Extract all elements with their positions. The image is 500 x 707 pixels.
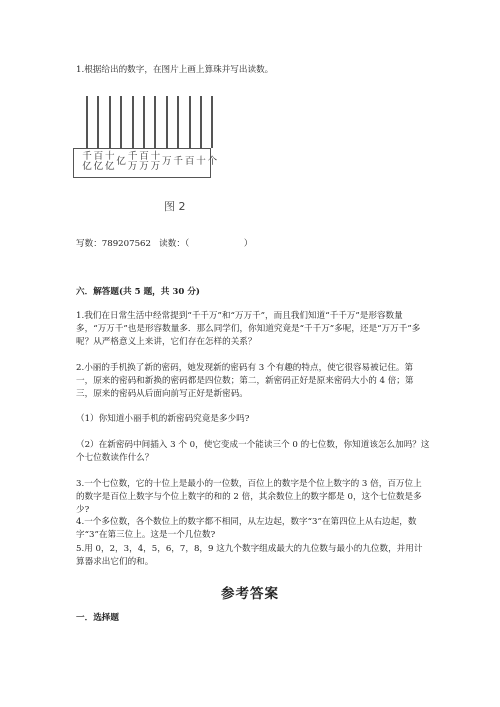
abacus-rod [177, 96, 179, 148]
problem-2-part-1: （1）你知道小丽手机的新密码究竟是多少吗? [76, 414, 250, 424]
abacus-place-label: 十 [196, 156, 206, 167]
abacus-rod [189, 96, 191, 148]
abacus-rod [200, 96, 202, 148]
choice-section-heading: 一．选择题 [76, 613, 119, 623]
abacus-place-label: 个 [207, 156, 218, 167]
abacus-rod [97, 96, 99, 148]
abacus-place-label: 亿 [116, 156, 126, 167]
abacus-rod [109, 96, 111, 148]
problem-3: 3.一个七位数，它的十位上是最小的一位数，百位上的数字是个位上数字的 3 倍，百万位上的数字是百位上数字与个位上数字的和的 2 倍，其余数位上的数字都是 0，这个七位数是多少? [76, 479, 422, 515]
abacus-rod [120, 96, 122, 148]
section-6-heading: 六．解答题(共 5 题，共 30 分) [76, 287, 200, 297]
abacus-figure [72, 96, 218, 214]
problem-5: 5.用 0，2，3，4，5，6，7，8，9 这九个数字组成最大的九位数与最小的九位数，并用计算器求出它们的和。 [76, 544, 423, 567]
figure-caption: 图 2 [164, 200, 186, 213]
abacus-place-label: 千 亿 [82, 151, 92, 172]
abacus-place-label: 百 [184, 156, 195, 167]
abacus-rod [211, 96, 213, 148]
problem-2-part-2: （2）在新密码中间插入 3 个 0，使它变成一个能读三个 0 的七位数，你知道该怎么加吗？这个七位数读作什么？ [76, 440, 430, 463]
abacus-place-label: 十 亿 [105, 151, 115, 172]
abacus-rod [132, 96, 134, 148]
abacus-rod [154, 96, 156, 148]
abacus-place-label: 百 万 [139, 151, 149, 172]
problem-1: 1.我们在日常生活中经常提到“千千万”和“万万千”，而且我们知道“千千万”是形容数量多，“万万千”也是形容数量多．那么同学们，你知道究竟是“千千万”多呢，还是“万万千”多呢？从严格意义上来讲，它们存在怎样的关系？ [76, 311, 421, 347]
abacus-rod [166, 96, 168, 148]
question-1-title: 1.根据给出的数字，在图片上画上算珠并写出读数。 [76, 65, 274, 75]
problem-2: 2.小丽的手机换了新的密码，她发现新的密码有 3 个有趣的特点，使它很容易被记住。第一，原来的密码和新换的密码都是四位数；第二，新密码正好是原来密码大小的 4 倍；第三，原来的密码从后面向前写正好是新密码。 [76, 363, 414, 399]
abacus-place-label: 千 [173, 156, 183, 167]
write-number-line: 写数：789207562 读数：（ ） [76, 239, 253, 249]
abacus-rod [86, 96, 88, 148]
abacus-place-label: 千 万 [127, 151, 138, 172]
abacus-place-label: 万 [162, 156, 172, 167]
abacus-rod [143, 96, 145, 148]
abacus-place-label: 十 万 [150, 151, 161, 172]
problem-4: 4.一个多位数，各个数位上的数字都不相同，从左边起，数字“3”在第四位上从右边起，数字“3”在第三位上。这是一个几位数? [76, 517, 417, 540]
abacus-place-label: 百 亿 [93, 151, 104, 172]
answer-heading: 参考答案 [221, 586, 279, 602]
